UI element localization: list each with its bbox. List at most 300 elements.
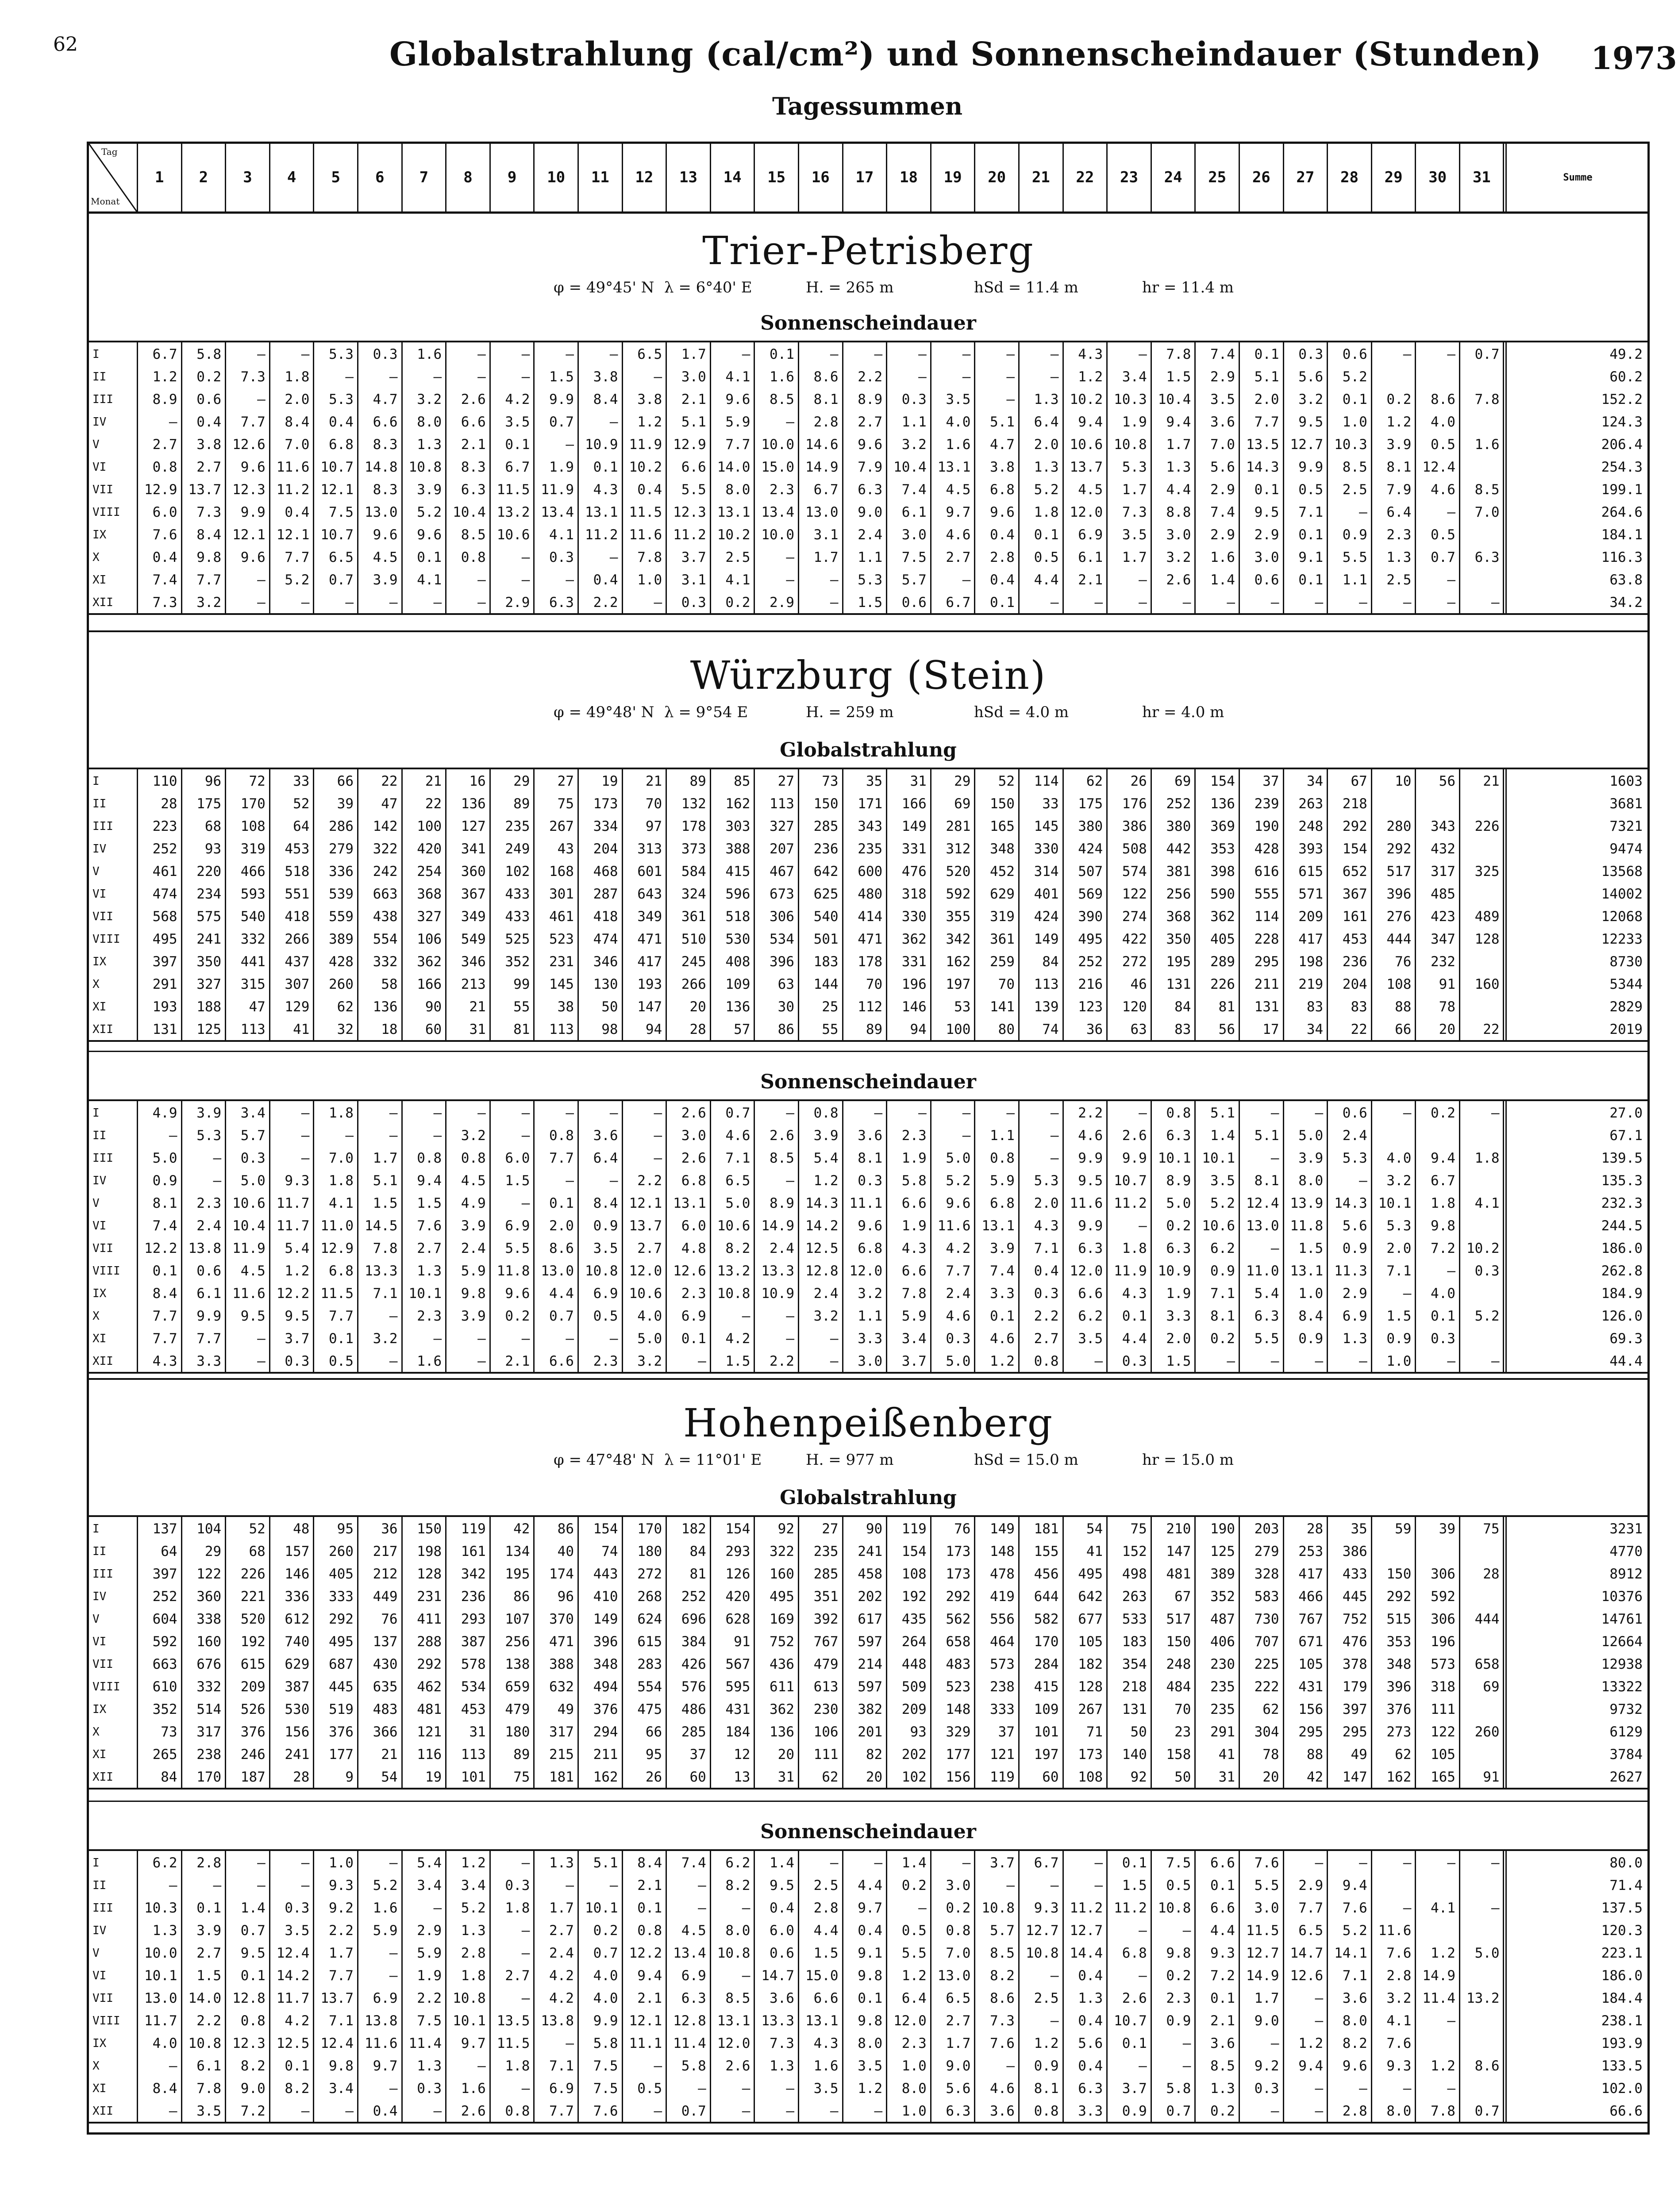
cell-day-1: 13.0 [144,1990,177,2006]
cell-day-31 [1459,1631,1500,1653]
cell-day-23: – [1139,346,1147,362]
cell-day-6: 1.5 [373,1195,398,1211]
cell-day-10: 4.1 [549,527,574,543]
cell-day-20: 10.8 [981,1900,1015,1916]
cell-day-31 [1459,793,1500,815]
cell-day-15: 10.9 [761,1286,794,1302]
cell-day-8: 2.1 [461,437,486,453]
cell-day-27: 7.7 [1298,1900,1324,1916]
cell-day-31 [1459,1965,1500,1987]
cell-sum: 3681 [1609,796,1643,812]
cell-day-31: 21 [1483,773,1500,789]
cell-day-26: 190 [1254,818,1279,834]
cell-day-11: 0.5 [593,1308,618,1324]
cell-day-1: 252 [152,841,177,857]
cell-day-13: 12.8 [673,2013,706,2029]
cell-day-26: 279 [1254,1544,1279,1559]
cell-day-18: 331 [901,954,927,970]
cell-day-2: 160 [196,1634,222,1650]
cell-day-24: 0.7 [1166,2103,1191,2119]
cell-day-27: 1.5 [1298,1240,1324,1256]
cell-day-28: – [1359,1855,1367,1871]
cell-day-24: 2.3 [1166,1990,1191,2006]
cell-day-29: 66 [1395,1022,1412,1037]
cell-day-29: 7.9 [1386,482,1412,498]
cell-day-5: 279 [328,841,354,857]
cell-day-6: 3.9 [373,572,398,588]
cell-day-22: 12.0 [1070,1263,1103,1279]
cell-day-15: 27 [777,773,794,789]
cell-day-19: 3.5 [946,392,971,407]
cell-day-27: 6.5 [1298,1923,1324,1939]
cell-day-11: 6.4 [593,1150,618,1166]
cell-day-2: 350 [196,954,222,970]
cell-day-27: 615 [1298,864,1324,879]
cell-day-27: 248 [1298,818,1324,834]
cell-day-6: 5.2 [373,1878,398,1893]
cell-day-16: 6.7 [813,482,839,498]
cell-day-16: 1.7 [813,549,839,565]
cell-day-15: 8.9 [769,1195,794,1211]
cell-day-21: 0.1 [1034,527,1059,543]
cell-day-15: 113 [769,796,794,812]
cell-day-23: 176 [1122,796,1147,812]
cell-day-25: 3.6 [1210,414,1235,430]
cell-day-29: 1.3 [1386,549,1412,565]
cell-day-28: – [1359,595,1367,611]
cell-day-29: – [1403,1286,1412,1302]
cell-day-12: 8.4 [637,1855,662,1871]
cell-day-12: 26 [645,1769,662,1785]
cell-day-3: 5.7 [240,1128,266,1144]
cell-day-7: 481 [417,1701,442,1717]
cell-day-3: – [257,595,266,611]
cell-day-19: 658 [946,1634,971,1650]
cell-day-26: 225 [1254,1656,1279,1672]
cell-day-22: 54 [1086,1521,1103,1537]
cell-day-4: 3.5 [285,1923,310,1939]
header-day-25: 25 [1194,144,1239,211]
cell-day-2: 0.4 [196,414,222,430]
cell-day-27: 9.4 [1298,2058,1324,2074]
cell-day-25: 7.0 [1210,437,1235,453]
cell-day-10: 388 [549,1656,574,1672]
cell-day-11: 0.2 [593,1923,618,1939]
cell-day-19: – [962,1105,971,1121]
cell-day-19: 11.6 [937,1218,971,1234]
cell-day-4: – [301,346,310,362]
cell-day-5: 260 [328,1544,354,1559]
cell-day-10: 38 [557,999,574,1015]
cell-day-26: 14.3 [1246,459,1279,475]
cell-day-31 [1459,996,1500,1018]
cell-sum: 67.1 [1609,1128,1643,1144]
cell-day-3: 12.1 [232,527,266,543]
station-separator [89,1378,1647,1380]
cell-day-4: 156 [285,1724,310,1740]
cell-day-23: 0.1 [1122,1308,1147,1324]
cell-day-16: 1.5 [813,1945,839,1961]
cell-day-13: – [698,1900,706,1916]
table-row [89,815,1647,838]
cell-day-18: 6.6 [901,1195,927,1211]
cell-day-8: 1.3 [461,1923,486,1939]
month-label: X [92,1310,100,1323]
cell-day-18: 0.3 [901,392,927,407]
cell-day-20: 9.6 [989,504,1015,520]
cell-day-16: 2.8 [813,1900,839,1916]
cell-day-3: 226 [240,1566,266,1582]
cell-day-20: 52 [998,773,1015,789]
cell-day-28: 295 [1342,1724,1367,1740]
cell-day-31: 1.8 [1474,1150,1500,1166]
cell-day-10: 215 [549,1747,574,1763]
cell-day-15: 495 [769,1589,794,1605]
cell-day-4: – [301,2103,310,2119]
cell-day-20: 0.4 [989,572,1015,588]
cell-day-10: 7.7 [549,2103,574,2119]
cell-day-14: 2.5 [725,549,750,565]
cell-day-1: – [169,1878,177,1893]
cell-day-24: 0.8 [1166,1105,1191,1121]
cell-day-13: 285 [681,1724,706,1740]
cell-day-30: 0.3 [1430,1331,1455,1347]
cell-day-2: 5.3 [196,1128,222,1144]
cell-day-2: 188 [196,999,222,1015]
cell-day-29: 3.2 [1386,1173,1412,1189]
section-title: Globalstrahlung [780,739,957,761]
cell-day-18: 1.0 [901,2058,927,2074]
cell-day-22: 62 [1086,773,1103,789]
cell-day-6: 9.7 [373,2058,398,2074]
cell-day-14: 13.2 [717,1263,750,1279]
cell-day-1: 1.3 [152,1923,177,1939]
cell-day-2: 0.2 [196,369,222,385]
cell-day-24: 1.3 [1166,459,1191,475]
section-title: Sonnenscheindauer [760,1820,976,1843]
cell-day-16: 14.2 [805,1218,839,1234]
cell-day-6: 9.6 [373,527,398,543]
cell-day-19: 5.0 [946,1353,971,1369]
cell-day-11: 4.3 [593,482,618,498]
cell-day-23: 9.9 [1122,1150,1147,1166]
cell-day-23: – [1139,1218,1147,1234]
cell-sum: 133.5 [1601,2058,1643,2074]
cell-day-21: 149 [1034,931,1059,947]
cell-day-3: 11.9 [232,1240,266,1256]
cell-day-3: 209 [240,1679,266,1695]
cell-day-22: 13.7 [1070,459,1103,475]
cell-day-29: 444 [1386,931,1412,947]
cell-day-13: 584 [681,864,706,879]
cell-day-24: 7.5 [1166,1855,1191,1871]
cell-sum: 4770 [1609,1544,1643,1559]
cell-day-26: 13.0 [1246,1218,1279,1234]
cell-day-15: 2.9 [769,595,794,611]
cell-day-1: – [169,1128,177,1144]
cell-day-20: 8.2 [989,1968,1015,1984]
cell-day-14: 13.1 [717,2013,750,2029]
cell-day-26: 5.5 [1254,1331,1279,1347]
cell-day-31: 128 [1474,931,1500,947]
cell-day-5: 687 [328,1656,354,1672]
cell-day-6: 54 [381,1769,398,1785]
table-row [89,1965,1647,1987]
cell-sum: 124.3 [1601,414,1643,430]
table-row [89,838,1647,860]
cell-day-27: 9.9 [1298,459,1324,475]
cell-day-8: 2.8 [461,1945,486,1961]
cell-day-20: – [1006,369,1015,385]
cell-day-4: 3.7 [285,1331,310,1347]
cell-day-1: 0.4 [152,549,177,565]
cell-day-23: 386 [1122,818,1147,834]
cell-day-18: 146 [901,999,927,1015]
cell-day-7: 166 [417,976,442,992]
cell-day-5: 519 [328,1701,354,1717]
cell-day-25: 2.9 [1210,482,1235,498]
cell-day-17: 12.0 [849,1263,883,1279]
cell-day-1: 7.3 [152,595,177,611]
month-label: IX [92,955,107,968]
cell-day-19: 5.0 [946,1150,971,1166]
cell-day-2: 104 [196,1521,222,1537]
cell-day-19: 592 [946,886,971,902]
cell-day-2: 238 [196,1747,222,1763]
cell-day-15: 63 [777,976,794,992]
cell-day-16: 150 [813,796,839,812]
cell-day-25: 487 [1210,1611,1235,1627]
cell-day-18: 202 [901,1747,927,1763]
cell-day-17: 8.9 [858,392,883,407]
cell-day-28: 10.3 [1334,437,1367,453]
cell-day-22: 2.1 [1078,572,1103,588]
cell-day-16: 625 [813,886,839,902]
cell-day-7: 2.3 [417,1308,442,1324]
cell-day-23: 10.8 [1114,437,1147,453]
cell-day-2: 122 [196,1566,222,1582]
cell-day-26: 12.4 [1246,1195,1279,1211]
cell-day-30 [1415,2032,1455,2055]
cell-day-26: – [1270,1150,1279,1166]
cell-day-19: 292 [946,1589,971,1605]
cell-day-12: 615 [637,1634,662,1650]
cell-day-3: 615 [240,1656,266,1672]
cell-day-27: 105 [1298,1656,1324,1672]
month-label: IX [92,528,107,541]
cell-day-1: 8.4 [152,1286,177,1302]
cell-day-8: 534 [461,1679,486,1695]
cell-day-18: 6.4 [901,1990,927,2006]
cell-day-16: 392 [813,1611,839,1627]
cell-day-22: 128 [1078,1679,1103,1695]
cell-day-16: 285 [813,1566,839,1582]
cell-day-14: 0.7 [725,1105,750,1121]
cell-day-25: 353 [1210,841,1235,857]
cell-day-1: 73 [161,1724,177,1740]
cell-sum: 137.5 [1601,1900,1643,1916]
cell-day-23: 218 [1122,1679,1147,1695]
data-table-0-0 [89,341,1647,615]
cell-day-21: 0.4 [1034,1263,1059,1279]
cell-day-15: 534 [769,931,794,947]
cell-day-26: 616 [1254,864,1279,879]
cell-day-4: 2.0 [285,392,310,407]
cell-day-25: 7.2 [1210,1968,1235,1984]
cell-day-20: 0.8 [989,1150,1015,1166]
cell-day-18: 435 [901,1611,927,1627]
cell-day-3: – [257,572,266,588]
cell-day-12: 5.0 [637,1331,662,1347]
cell-day-15: 2.3 [769,482,794,498]
cell-day-29: 276 [1386,909,1412,925]
cell-day-9: 352 [505,954,530,970]
cell-day-16: 13.0 [805,504,839,520]
cell-day-28: 1.0 [1342,414,1367,430]
cell-day-25: 1.4 [1210,572,1235,588]
cell-day-23: 0.9 [1122,2103,1147,2119]
cell-day-17: 3.3 [858,1331,883,1347]
month-label: IV [92,842,107,856]
cell-day-24: 0.2 [1166,1968,1191,1984]
cell-day-20: 4.7 [989,437,1015,453]
cell-day-10: 11.9 [541,482,574,498]
cell-day-3: 7.7 [240,414,266,430]
cell-day-18: 448 [901,1656,927,1672]
cell-day-14: 567 [725,1656,750,1672]
cell-day-20: 319 [989,909,1015,925]
cell-sum: 135.3 [1601,1173,1643,1189]
cell-day-24: 442 [1166,841,1191,857]
cell-day-1: 5.0 [152,1150,177,1166]
cell-day-26: 3.0 [1254,1900,1279,1916]
cell-day-17: 458 [858,1566,883,1582]
cell-day-11: 8.4 [593,1195,618,1211]
cell-day-25: 1.3 [1210,2081,1235,2097]
header-day-2: 2 [181,144,225,211]
cell-day-19: 2.4 [946,1286,971,1302]
cell-day-25: 352 [1210,1589,1235,1605]
cell-day-31: 4.1 [1474,1195,1500,1211]
cell-day-20: 3.7 [989,1855,1015,1871]
cell-day-1: 137 [152,1521,177,1537]
cell-day-4: 8.2 [285,2081,310,2097]
cell-day-21: 424 [1034,909,1059,925]
table-row [89,1852,1647,1874]
cell-day-2: – [213,1173,222,1189]
cell-day-8: 346 [461,954,486,970]
cell-day-26: 13.5 [1246,437,1279,453]
cell-day-30: 432 [1430,841,1455,857]
cell-day-30: 14.9 [1422,1968,1455,1984]
table-row [89,996,1647,1018]
cell-day-9: – [521,1945,530,1961]
cell-day-14: 0.2 [725,595,750,611]
cell-day-5: – [345,595,354,611]
cell-day-26: 0.6 [1254,572,1279,588]
cell-day-15: 92 [777,1521,794,1537]
cell-sum: 14761 [1601,1611,1643,1627]
cell-day-6: – [389,1353,398,1369]
cell-day-2: 2.3 [196,1195,222,1211]
station-separator [89,630,1647,632]
cell-day-7: 3.2 [417,392,442,407]
cell-day-31 [1459,1540,1500,1563]
cell-day-5: 5.3 [328,346,354,362]
cell-sum: 13322 [1601,1679,1643,1695]
cell-sum: 44.4 [1609,1353,1643,1369]
header-day-12: 12 [622,144,666,211]
cell-day-14: 1.5 [725,1353,750,1369]
cell-day-6: – [389,1128,398,1144]
cell-day-18: 5.8 [901,1173,927,1189]
cell-day-5: 11.5 [320,1286,354,1302]
cell-day-24: 210 [1166,1521,1191,1537]
cell-day-7: 5.9 [417,1945,442,1961]
month-label: XI [92,1332,107,1345]
cell-day-29: – [1403,595,1412,611]
cell-day-9: 0.3 [505,1878,530,1893]
cell-day-7: – [433,1900,442,1916]
cell-day-30: 0.2 [1430,1105,1455,1121]
cell-day-28: 67 [1351,773,1367,789]
cell-day-13: 384 [681,1634,706,1650]
cell-day-10: 0.3 [549,549,574,565]
cell-day-20: – [1006,346,1015,362]
cell-day-16: – [830,1331,839,1347]
cell-day-22: 3.5 [1078,1331,1103,1347]
cell-day-12: 417 [637,954,662,970]
cell-day-22: 4.6 [1078,1128,1103,1144]
cell-day-8: 1.6 [461,2081,486,2097]
cell-day-16: 767 [813,1634,839,1650]
cell-day-6: 217 [373,1544,398,1559]
cell-day-23: 3.5 [1122,527,1147,543]
cell-day-10: 4.2 [549,1990,574,2006]
cell-day-8: 6.6 [461,414,486,430]
cell-day-24: 9.8 [1166,1945,1191,1961]
month-label: IV [92,1924,107,1937]
cell-day-1: 193 [152,999,177,1015]
cell-day-4: 64 [293,818,310,834]
cell-day-23: – [1139,1968,1147,1984]
cell-day-10: 1.3 [549,1855,574,1871]
cell-day-9: 256 [505,1634,530,1650]
table-row [89,1192,1647,1215]
cell-day-14: 136 [725,999,750,1015]
cell-day-26: 7.7 [1254,414,1279,430]
cell-day-13: 1.7 [681,346,706,362]
cell-day-10: 6.3 [549,595,574,611]
cell-day-27: 0.1 [1298,527,1324,543]
cell-day-13: 5.8 [681,2058,706,2074]
cell-day-5: 0.7 [328,572,354,588]
cell-day-8: 549 [461,931,486,947]
cell-day-4: 336 [285,1589,310,1605]
cell-day-9: 249 [505,841,530,857]
cell-day-10: 6.9 [549,2081,574,2097]
cell-day-2: 234 [196,886,222,902]
cell-day-22: – [1094,595,1103,611]
cell-day-22: 108 [1078,1769,1103,1785]
cell-day-20: 452 [989,864,1015,879]
cell-day-13: 182 [681,1521,706,1537]
cell-day-10: 4.2 [549,1968,574,1984]
cell-day-8: 3.4 [461,1878,486,1893]
cell-day-12: 21 [645,773,662,789]
cell-day-18: 1.4 [901,1855,927,1871]
cell-day-11: 10.1 [585,1900,618,1916]
